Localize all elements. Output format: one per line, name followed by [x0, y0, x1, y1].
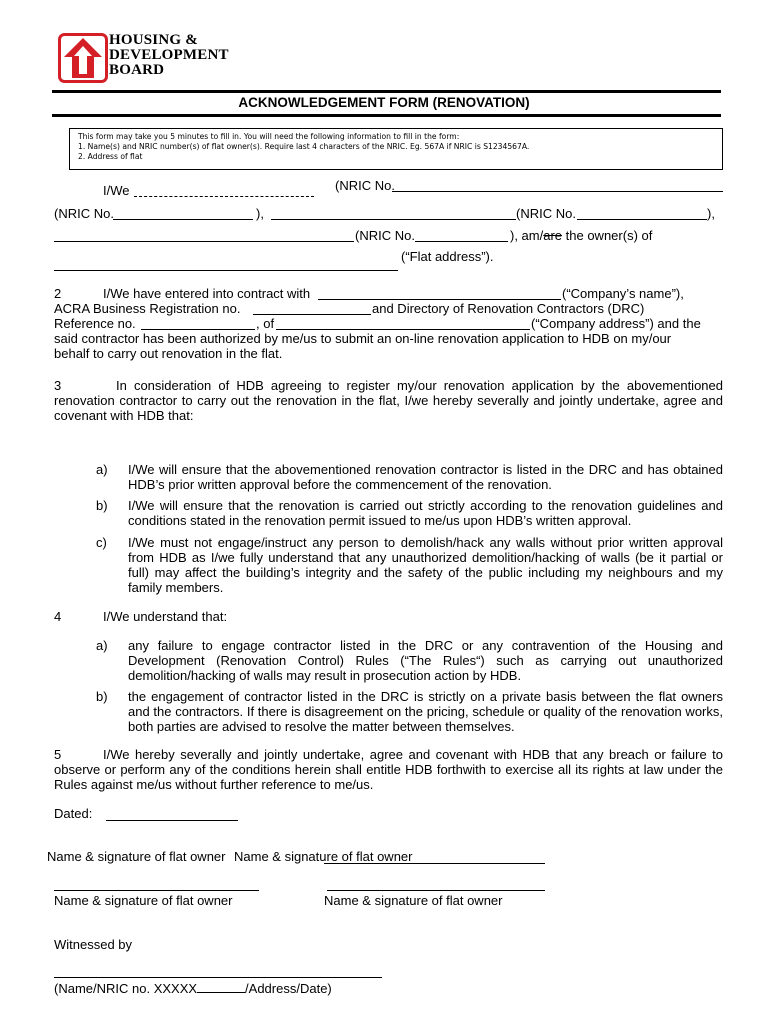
witnessed-by-label: Witnessed by: [54, 937, 133, 952]
info-intro: This form may take you 5 minutes to fill in. You will need the following information to fill in the form:: [78, 132, 460, 141]
para2-line1b: (“Company’s name”),: [562, 286, 684, 301]
i-we-label: I/We: [103, 183, 130, 198]
company-address-field[interactable]: [276, 329, 530, 330]
para2-line3c: (“Company address”) and the: [531, 316, 701, 331]
para3-text: In consideration of HDB agreeing to register my/our renovation application by the abovementioned renovation contractor to carry out the renovation in the flat, I/we hereby severally and jointly undertake, agree and covenant with HDB that:: [54, 378, 723, 423]
item-text: I/We will ensure that the abovementioned renovation contractor is listed in the DRC and has obtained HDB’s prior written approval before the commencement of the renovation.: [128, 462, 723, 492]
para2-line5: behalf to carry out renovation in the flat.: [54, 346, 283, 361]
sig-label-3: Name & signature of flat owner: [54, 893, 233, 908]
witness-suffix: /Address/Date): [245, 981, 332, 996]
item-label: b): [96, 498, 108, 513]
nric-field-4[interactable]: [415, 241, 508, 242]
date-field[interactable]: [106, 820, 238, 821]
para4-num: 4: [54, 609, 62, 624]
company-name-field[interactable]: [318, 299, 561, 300]
sig-label-4: Name & signature of flat owner: [324, 893, 503, 908]
info-item-2: 2. Address of flat: [78, 152, 143, 161]
owner-name-field-1[interactable]: [134, 196, 314, 197]
item-label: a): [96, 462, 108, 477]
nric-close-3: ),: [707, 206, 715, 221]
witness-nric-field[interactable]: [197, 980, 245, 993]
item-label: b): [96, 689, 108, 704]
nric-field-1[interactable]: [392, 191, 723, 192]
logo-text: [109, 33, 229, 78]
nric-label-3: (NRIC No.: [516, 206, 576, 221]
info-item-1: 1. Name(s) and NRIC number(s) of flat owner(s). Require last 4 characters of the NRIC. Eg. 567A if NRIC is S1234567A.: [78, 142, 530, 151]
logo-line-3: BOARD: [109, 62, 165, 78]
witness-field[interactable]: [54, 977, 382, 978]
item-text: I/We must not engage/instruct any person to demolish/hack any walls without prior written approval from HDB as I/we fully understand that any unauthorized demolition/hacking of walls (be it partial or full) may affect the building’s integrity and the safety of the public including my neighbours and my family members.: [128, 535, 723, 595]
are-struck: are: [543, 228, 563, 243]
title-rule: [52, 114, 721, 117]
witness-prefix: (Name/NRIC no. XXXXX: [54, 981, 198, 996]
flat-address-field[interactable]: [54, 270, 398, 271]
flat-address-label: (“Flat address”).: [401, 249, 494, 264]
item-label: a): [96, 638, 108, 653]
para2-line4: said contractor has been authorized by me/us to submit an on-line renovation application to HDB on my/our: [54, 331, 672, 346]
info-box: [69, 128, 723, 170]
nric-field-3[interactable]: [577, 219, 707, 220]
para2-num: 2: [54, 286, 62, 301]
item-text: I/We will ensure that the renovation is carried out strictly according to the renovation guidelines and conditions stated in the renovation permit issued to me/us upon HDB’s written approval.: [128, 498, 723, 528]
am-are-owner-text: [510, 228, 652, 243]
owner-of: the owner(s) of: [562, 228, 653, 243]
nric-label-4: (NRIC No.: [355, 228, 415, 243]
item-label: c): [96, 535, 107, 550]
hdb-logo-icon: [58, 33, 108, 83]
para5-text: I/We hereby severally and jointly undertake, agree and covenant with HDB that any breach or failure to observe or perform any of the conditions herein shall entitle HDB forthwith to exercise all its rights at law under the Rules against me/us without further reference to me/us.: [54, 747, 723, 792]
logo-line-1: HOUSING &: [109, 32, 198, 48]
am-prefix: ), am/: [510, 228, 544, 243]
nric-label-1: (NRIC No.: [335, 178, 395, 193]
nric-label-2: (NRIC No.: [54, 206, 114, 221]
witness-info: [54, 980, 332, 996]
owner-name-field-2[interactable]: [271, 219, 516, 220]
sig-label-2: Name & signature of flat owner: [234, 849, 413, 864]
drc-ref-field[interactable]: [141, 329, 255, 330]
top-rule: [52, 90, 721, 93]
sig-field-3[interactable]: [54, 890, 259, 891]
nric-field-2[interactable]: [113, 219, 253, 220]
dated-label: Dated:: [54, 806, 93, 821]
nric-close-2: ),: [256, 206, 264, 221]
para2-line2b: and Directory of Renovation Contractors (DRC): [372, 301, 645, 316]
sig-label-1: Name & signature of flat owner: [47, 849, 226, 864]
sig-field-2[interactable]: [324, 863, 545, 864]
logo-line-2: DEVELOPMENT: [109, 47, 229, 63]
acra-field[interactable]: [253, 314, 371, 315]
item-text: any failure to engage contractor listed in the DRC or any contravention of the Housing and Development (Renovation Control) Rules (“The Rules“) such as carrying out unauthorized demolition/hacking of walls may result in prosecution action by HDB.: [128, 638, 723, 683]
item-text: the engagement of contractor listed in the DRC is strictly on a private basis between the flat owners and the contractors. If there is disagreement on the pricing, schedule or quality of the renovation works, both parties are advised to resolve the matter between themselves.: [128, 689, 723, 734]
para4-text: I/We understand that:: [103, 609, 228, 624]
para2-line3b: , of: [256, 316, 275, 331]
form-title: ACKNOWLEDGEMENT FORM (RENOVATION): [238, 95, 530, 110]
para2-line3a: Reference no.: [54, 316, 136, 331]
para2-line2a: ACRA Business Registration no.: [54, 301, 241, 316]
para3-num: 3: [54, 378, 62, 393]
sig-field-4[interactable]: [327, 890, 545, 891]
para2-line1a: I/We have entered into contract with: [103, 286, 311, 301]
para5-num: 5: [54, 747, 62, 762]
owner-name-field-3[interactable]: [54, 241, 354, 242]
